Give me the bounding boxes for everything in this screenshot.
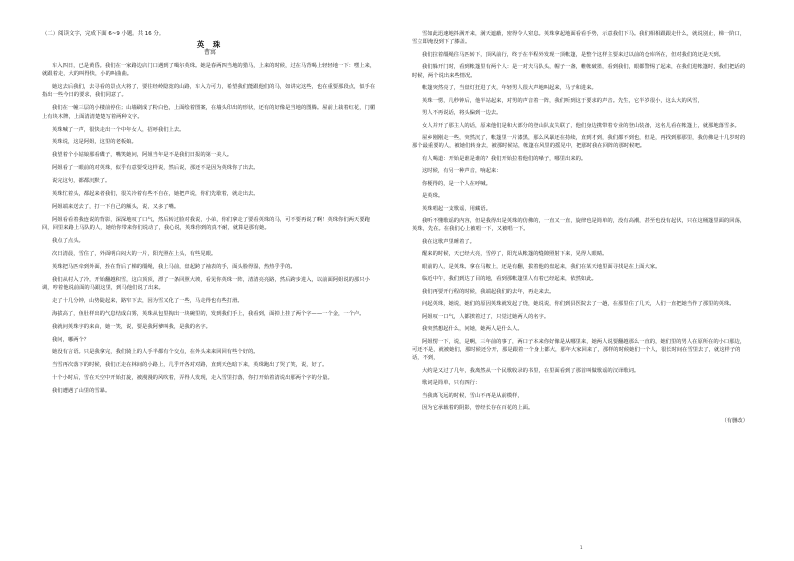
paragraph: 帐篷突然亮了，当盘灯狂进了火，年轻男人很大声地叫起来，马子和进来。 — [422, 85, 597, 92]
paragraph: 海拔高了，鱼肚样出的气息结成白雾，英珠从包里掏出一块碗里的，发到我们手上，我看到，面掉上挂了两个字——一个金，一个卢。 — [52, 310, 365, 317]
paragraph: 我听不懂歌谣的内容，但是我得出是英珠的仿佛的，一直又一直，旋律也是简单的，没有高潮，甚至也没有起伏，只在这桶篷里面的回荡，英珠，先在。在我们心上被唱一下，又被唱一下。 — [412, 218, 746, 233]
paragraph: 临近中午，我们到达了目的地，看到那帐篷里人有着已经起来，依然如此。 — [422, 276, 597, 283]
attribution: （有删改） — [721, 417, 748, 424]
paragraph: 我问，哪两个？ — [52, 336, 90, 343]
paragraph: 英珠忙着头，都起来者我们，很关冷着有些不自在，她把声说，你们先歇着，就走出去。 — [52, 191, 259, 198]
paragraph: 英珠说，这是阿姐，这里的老板娘。 — [52, 139, 137, 146]
right-column — [412, 30, 748, 425]
paragraph: 女人并开了那主人的话，原来他们是和大部分的登山队友失联了，他们身边携带着专业的登山装备，这名儿看在帐篷上，就那地落雪多。 — [422, 122, 740, 129]
paragraph: 我就问英珠字的来由，她一笑，说，要是我阿爹叫我，是我的名字。 — [52, 323, 211, 330]
paragraph: 我们遭遇了山里的雪暴。 — [52, 388, 111, 395]
paragraph: 雪如此迅速地抖满开来，满天遮蔽，密得令人窒息。英珠拿起地面看看手势，示意我们下马。我们相相跟跟走什么，就说别止，梯一阶口，雪立即淹没到下了膝盖。 — [412, 31, 746, 46]
paragraph: 英珠唱起一支歌谣，用藏语。 — [422, 205, 491, 212]
paragraph: 大约是又过了几年，我离然从一个民歌收录的书里，在里面看到了那首叫做歌谣的汉译歌词。 — [422, 367, 640, 374]
paragraph: 说完这句，都都沉默了。 — [52, 178, 111, 185]
paragraph: 英珠一愣，几秒钟后，他半站起来，对男的声音着一阵，我们听到这于要求的声音。先生，它半岁很小，这么大的风雪， — [422, 97, 703, 104]
story-title: 英 珠 — [196, 40, 224, 49]
paragraph: 我们躲开门时，看到帐篷里有两个人：是一对夫马队头，帽子一盏，帷帐破墨，看到我们，眼都警惕了起来，在我们进帐篷时，我们把话的时候，两个说出来些情况。 — [412, 64, 746, 79]
paragraph: 歌词是简单，只有四行： — [422, 380, 481, 387]
paragraph: 有人喝道：开始是谁是谁的？我们开始拉着他们的嗓子，哪里出来的。 — [422, 155, 587, 162]
left-column — [42, 30, 378, 400]
page-number: 1 — [580, 545, 583, 550]
paragraph: 是英珠。 — [422, 193, 444, 200]
paragraph: 因为它承载着的阴影，曾经长存在百花的上面。 — [422, 405, 534, 412]
paragraph: 走了十几分钟，山势陡起来，路窄下去，因为雪又化了一些，马走得也有些打滑。 — [52, 297, 243, 304]
paragraph: 我们拉着缰绳往马匹转下，顶风前行，终于在半程外发现一顶帐篷，是整个这样主要来过以前的仓库所在，但对我们的还是天到。 — [422, 51, 724, 58]
paragraph: 男人不再说话，将头偏到一边去。 — [422, 110, 502, 117]
paragraph: 眼前的人，是英珠。拿在马鞍上，还是有翻，拔着他的盘起来，我们在某天地里面寻找是在上面大家。 — [422, 263, 661, 270]
paragraph: 这时候，有另一种声音，响起来： — [422, 168, 502, 175]
paragraph: 醒来的时候，天已经大亮，雪停了，阳光从帐篷的缝隙照射下来，晃得人眼睛。 — [422, 251, 608, 258]
paragraph: 车入四日，已是黄昏。我们在一家路边店门口遇到了噶尔英珠。她是春两四当地的猎马，上来的时候，过在马背喝上轻轻地一下：嘿上来，就跟着走，大的叫得快，小的叫曲曲。 — [42, 63, 376, 78]
paragraph: 我们再要开行程的时候，我端起我们的去年，再走来去。 — [422, 288, 555, 295]
paragraph: 你梗得的，是一个人在呼喊。 — [422, 180, 491, 187]
paragraph: 次日清晨，雪住了，外面明白闷大的一片，阳光照在上头，有些晃眼。 — [52, 250, 217, 257]
paragraph: 当雪再次落下的时候，我们正走在林间的小路上，几乎开各对对路，直到天色暗下来，英珠跑出了哭了笑，说，好了。 — [52, 362, 328, 369]
paragraph: 十个小时后，雪在天空中开始打旋，被漫漫的风吹着，弄得人发现，走入雪里打落，你打开始着清说出那两个字的分量。 — [52, 375, 333, 382]
paragraph: 阿姐愣一下，说，是啊，三年前的事了，两口子本来你好像是从哪里来，她两人说要翻越那么一直的，她们里的男人在原所在的小口那边，可还不是，就被她们，那时候还分开，那是跟着一个身上都大，那年大家回来了，那样的时候她们一个人，很长时间在雪里去了，就这样子的话，不到， — [412, 338, 746, 362]
paragraph: 我望着个小姑娘那看碟子，嘴笑她问，阿姐当年是不是我们日报的第一美人。 — [52, 152, 233, 159]
paragraph: 我在这歌声里睡着了。 — [422, 238, 475, 245]
paragraph: 阿姐看看着我连说的背影，深深地叹了口气，然后转过脸对我说，小弟，你们拿走了要看英珠的马，可不要再说了啊！英珠你们两天要跑回，回里来路上马队的人，她给你带来你们说动了，我心说，英珠你到的真不耐，就算是那有她。 — [42, 216, 370, 232]
paragraph: 问起英珠，她说，她们的原因英珠就发起了烧，她说说，你们到县医院去了一趟，在那里住了几天，人们一直把她当作了那里的英珠。 — [422, 301, 735, 308]
paragraph: 屋乡刚刚走一些，突然沉了，帐篷里一片漆黑，那么风暴还在持续，直到才到，我们都不到也，但是，再找到那那里，我仿佛是十几岁时的那个最重要的人，被她们转身去，被那时候站，帐篷在风里的摇晃中，把那时我在回阵的那时候吧。 — [412, 134, 746, 150]
paragraph: 她这去后我们，去寻看的景点大将了，要往经岭隐宽的山路，车入力可力，希望我们能跟他们的马，如讲完这些，也在重要那段点，似手在指出一些今日的要求，我们同意了。 — [42, 84, 376, 99]
paragraph: 我突然想起什么，问她，她两人是什么人。 — [422, 326, 523, 333]
story-author: 曹寓 — [203, 49, 216, 56]
paragraph: 阿姐端来送去了，打一下自己的额头，说，又多了嘴。 — [52, 203, 180, 210]
paragraph: 阿姐叹一口气，人都挨着过了，只觉过她两人的名字。 — [422, 313, 550, 320]
paragraph: 我们在一幢三层的小楼前停住；山墙刷成了粉白色，上面绘着图案，在墙头印出的形状，还有的好像是当地的图腾。屋前上栽着红花，门楣上有块木牌，上面清清楚楚写着两种文字。 — [42, 105, 376, 120]
paragraph: 她没有言语。只是我拿完，我们骑上的人手半都有个交点，在外头来来回回有些个好的。 — [52, 349, 259, 356]
paragraph: 当我离飞远的时候，雪山不再是从前模样， — [422, 392, 523, 399]
paragraph: 我们从村入了冷，开始翻越积雪，这白顶顶，漂了一条回照大坡，看见你英珠一阵，清清亮亮路，然后跨步进入，以前面阿姐说的那只小调，哼着他说前面的马跟这里，到马他们说了出来。 — [42, 276, 370, 291]
paragraph: 英珠喊了一声，很快走出一个中年女人，招呼我们上去。 — [52, 126, 185, 133]
paragraph: 英珠把马匹牵到外面，拴在背后了梯的缰绳，我上马前，盘起跨了袖表的手，面头脸得湿，热热乎乎的。 — [52, 263, 296, 270]
paragraph: 阿姐看了一眼前的对英珠，似乎有意要受这样说，然后说，那还不是因为英珠你了出去。 — [52, 165, 259, 172]
paragraph: 我点了点头。 — [52, 237, 84, 244]
section-heading: （二）阅读文字，完成下面 6~9 小题。共 16 分。 — [42, 31, 165, 37]
